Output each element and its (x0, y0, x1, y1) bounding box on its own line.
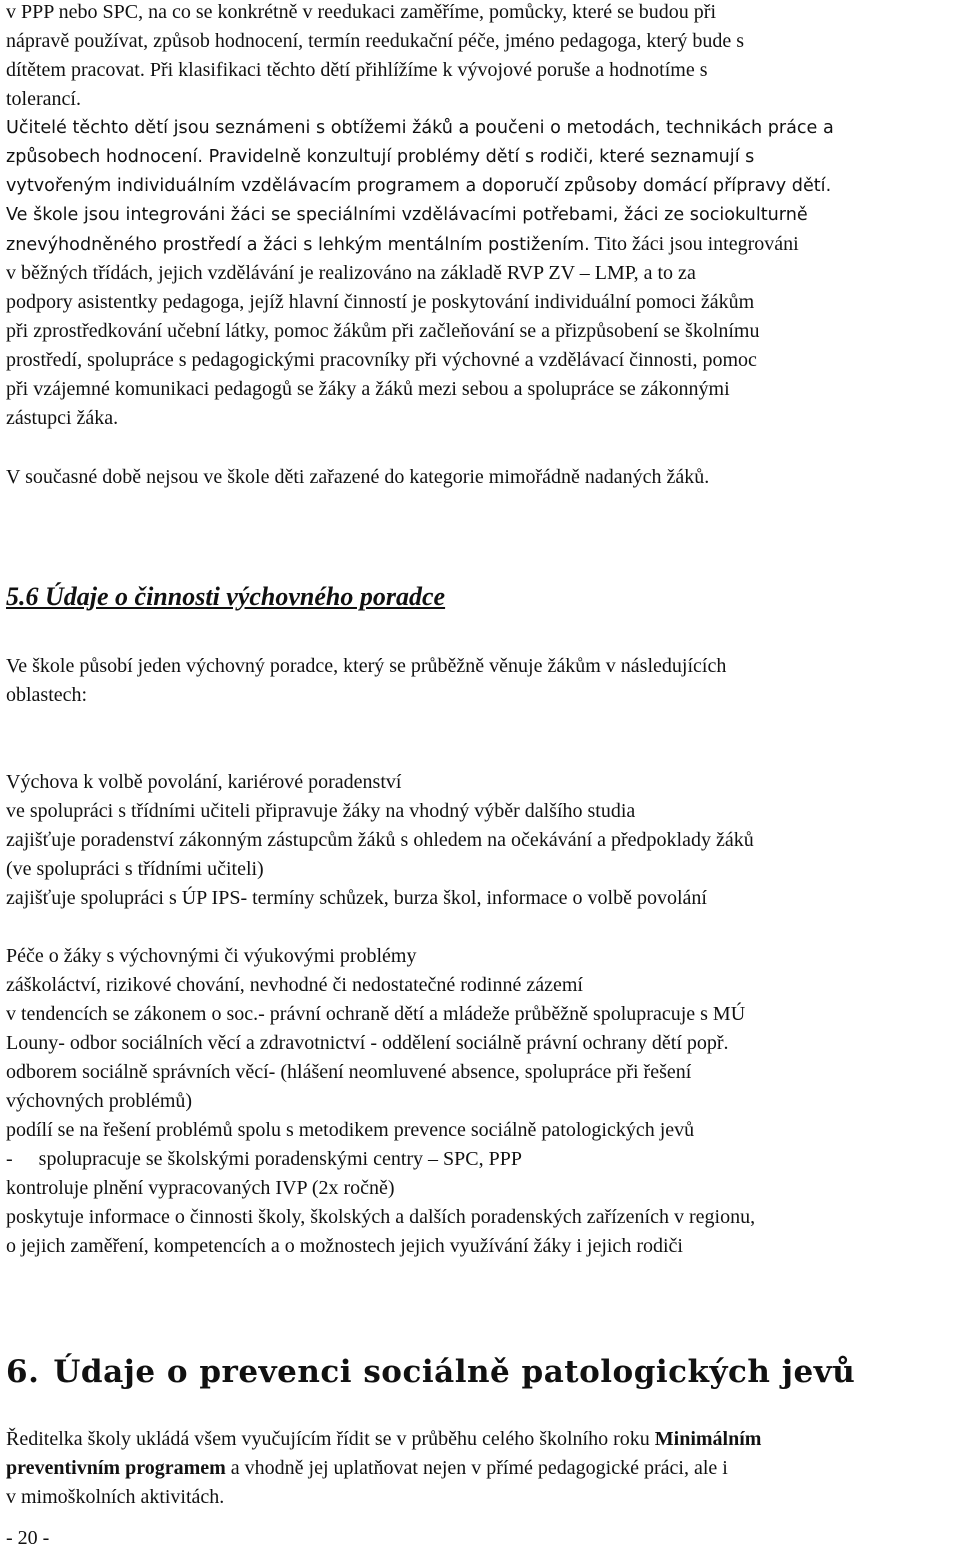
text-segment: Ředitelka školy ukládá všem vyučujícím řídit se v průběhu celého školního roku (6, 1428, 655, 1450)
text-line (6, 1425, 761, 1454)
text-line: dítětem pracovat. Při klasifikaci těchto dětí přihlížíme k vývojové poruše a hodnotíme s (6, 59, 708, 81)
text-line: Ve škole působí jeden výchovný poradce, který se průběžně věnuje žákům v následujících (6, 655, 727, 677)
text-line: výchovných problémů) (6, 1090, 193, 1112)
text-line: zástupci žáka. (6, 407, 119, 429)
text-line: v tendencích se zákonem o soc.- právní ochraně dětí a mládeže průběžně spolupracuje s MÚ (6, 1003, 746, 1025)
block-title: Péče o žáky s výchovnými či výukovými problémy (6, 945, 417, 967)
text-line: vytvořeným individuálním vzdělávacím programem a doporučí způsoby domácí přípravy dětí. (6, 176, 832, 196)
text-line: podpory asistentky pedagoga, jejíž hlavní činností je poskytování individuální pomoci žákům (6, 291, 755, 313)
section-6-number: 6. (6, 1354, 40, 1390)
text-line (6, 1454, 728, 1483)
text-line: v běžných třídách, jejich vzdělávání je realizováno na základě RVP ZV – LMP, a to za (6, 262, 696, 284)
list-item-text: spolupracuje se školskými poradenskými centry – SPC, PPP (38, 1148, 522, 1170)
text-line: o jejich zaměření, kompetencích a o možnostech jejich využívání žáky i jejich rodiči (6, 1235, 683, 1257)
section-6-title: Údaje o prevenci sociálně patologických jevů (53, 1354, 856, 1390)
section-6-heading (6, 1352, 855, 1392)
text-segment: Tito žáci jsou integrováni (589, 233, 799, 255)
text-line: v PPP nebo SPC, na co se konkrétně v reedukaci zaměříme, pomůcky, které se budou při (6, 1, 717, 23)
text-line: odborem sociálně správních věcí- (hlášení neomluvené absence, spolupráce při řešení (6, 1061, 692, 1083)
paragraph-gifted: V současné době nejsou ve škole děti zařazené do kategorie mimořádně nadaných žáků. (6, 466, 710, 488)
bold-term: preventivním programem (6, 1457, 226, 1479)
section-5-6-heading: 5.6 Údaje o činnosti výchovného poradce (6, 582, 446, 611)
text-line: způsobech hodnocení. Pravidelně konzultují problémy dětí s rodiči, které seznamují s (6, 147, 755, 167)
text-line: Učitelé těchto dětí jsou seznámeni s obtížemi žáků a poučeni o metodách, technikách práce a (6, 118, 834, 138)
text-line: při zprostředkování učební látky, pomoc žákům při začleňování se a přizpůsobení se školnímu (6, 320, 760, 342)
text-line: záškoláctví, rizikové chování, nevhodné či nedostatečné rodinné zázemí (6, 974, 583, 996)
text-line: v mimoškolních aktivitách. (6, 1486, 225, 1508)
text-line: prostředí, spolupráce s pedagogickými pracovníky při výchovné a vzdělávací činnosti, pomoc (6, 349, 757, 371)
text-line: oblastech: (6, 684, 88, 706)
text-segment: znevýhodněného prostředí a žáci s lehkým mentálním postižením. (6, 235, 590, 255)
text-line: při vzájemné komunikaci pedagogů se žáky a žáků mezi sebou a spolupráce se zákonnými (6, 378, 730, 400)
list-item (6, 1145, 522, 1174)
text-line: nápravě používat, způsob hodnocení, termín reedukační péče, jméno pedagoga, který bude s (6, 30, 745, 52)
text-line: Ve škole jsou integrováni žáci se speciálními vzdělávacími potřebami, žáci ze sociokulturně (6, 205, 808, 225)
bold-term: Minimálním (654, 1428, 762, 1450)
text-line: zajišťuje spolupráci s ÚP IPS- termíny schůzek, burza škol, informace o volbě povolání (6, 887, 707, 909)
text-line: Louny- odbor sociálních věcí a zdravotnictví - oddělení sociálně právní ochrany dětí popř. (6, 1032, 729, 1054)
text-line: poskytuje informace o činnosti školy, školských a dalších poradenských zařízeních v regionu, (6, 1206, 756, 1228)
text-line: kontroluje plnění vypracovaných IVP (2x ročně) (6, 1177, 395, 1199)
text-line (6, 230, 799, 260)
block-title: Výchova k volbě povolání, kariérové poradenství (6, 771, 402, 793)
text-line: tolerancí. (6, 88, 81, 110)
page-number: - 20 - (6, 1527, 50, 1549)
text-segment: a vhodně jej uplatňovat nejen v přímé pedagogické práci, ale i (225, 1457, 728, 1479)
text-line: ve spolupráci s třídními učiteli připravuje žáky na vhodný výběr dalšího studia (6, 800, 636, 822)
text-line: zajišťuje poradenství zákonným zástupcům žáků s ohledem na očekávání a předpoklady žáků (6, 829, 754, 851)
dash-bullet: - (6, 1148, 13, 1170)
text-line: podílí se na řešení problémů spolu s metodikem prevence sociálně patologických jevů (6, 1119, 695, 1141)
text-line: (ve spolupráci s třídními učiteli) (6, 858, 264, 880)
